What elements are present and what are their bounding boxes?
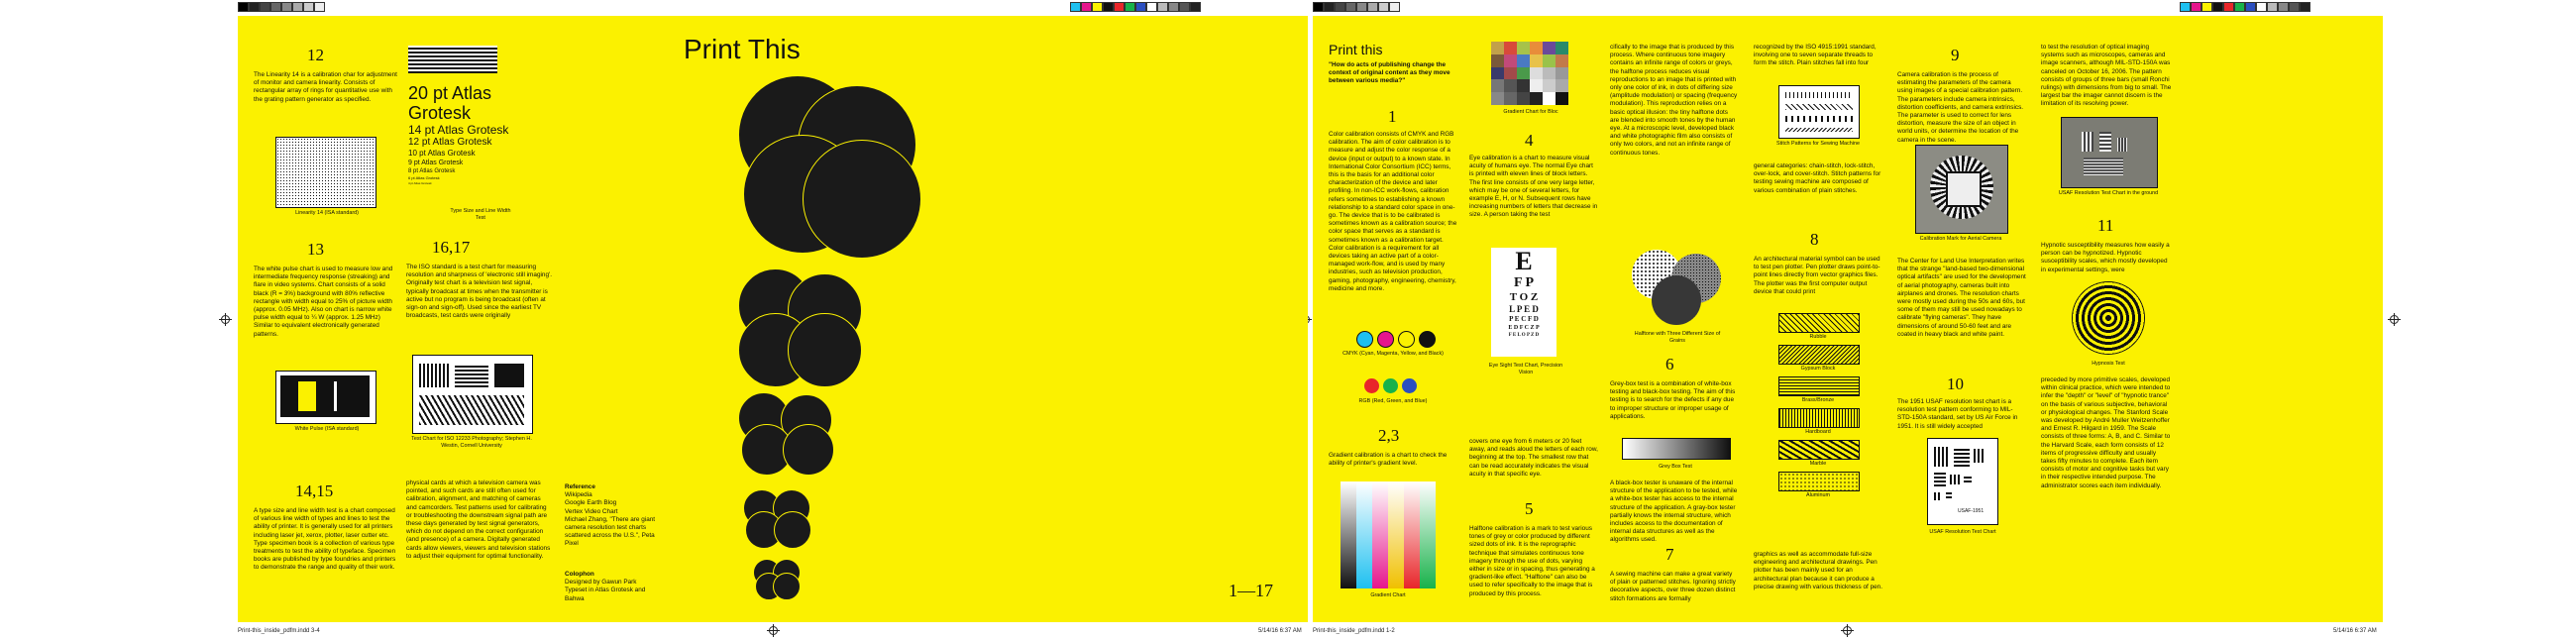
intro-question: "How do acts of publishing change the context of original content as they move between various media?" — [1329, 61, 1450, 85]
section-number: 16,17 — [432, 238, 471, 257]
section-number: 14,15 — [295, 481, 334, 500]
footer-file: Print-this_inside_pdfm.indd 1-2 — [1313, 628, 1395, 634]
grey-box-strip — [1622, 438, 1731, 460]
halftone-circle — [774, 511, 811, 549]
halftone-figure — [1632, 250, 1723, 323]
section-number: 1 — [1388, 107, 1397, 126]
material-label: Brass/Bronze — [1801, 397, 1835, 403]
figure-caption: Gradient Chart — [1370, 592, 1406, 598]
type-specimen: 20 pt Atlas Grotesk 14 pt Atlas Grotesk 12 pt Atlas Grotesk 10 pt Atlas Grotesk 9 pt Atlas Grotesk 8 pt Atlas Grotesk 6 pt Atlas Grotesk 4 pt Atlas Grotesk — [408, 83, 509, 185]
white-pulse-chart — [275, 371, 376, 424]
colophon-block: Colophon Designed by Gawun Park Typeset in Atlas Grotesk and Bahwa — [565, 571, 646, 602]
figure-caption: RGB (Red, Green, and Blue) — [1358, 398, 1428, 404]
material-symbol — [1778, 440, 1860, 460]
usaf-ground-photo — [2061, 117, 2158, 188]
page-title: Print this — [1329, 42, 1383, 57]
section-number: 9 — [1951, 46, 1960, 64]
section-text: The ISO standard is a test chart for measuring resolution and sharpness of 'electronic still imaging'. Originally test chart is a television test signal, typically broadcast at times when the transmitter is active but no program is being broadcast (often at sign-on and sign-off). Used since the earliest TV broadcasts, test cards were originally — [406, 264, 553, 320]
left-spread — [238, 16, 1308, 622]
halftone-circle — [783, 424, 834, 476]
figure-caption: Calibration Mark for Aerial Camera — [1919, 236, 2002, 242]
figure-caption: CMYK (Cyan, Magenta, Yellow, and Black) — [1342, 351, 1444, 357]
section-number: 5 — [1525, 499, 1534, 518]
section-text: Gradient calibration is a chart to check the ability of printer's gradient level. — [1329, 452, 1448, 468]
body-text: general categories: chain-stitch, lock-stitch, over-lock, and cover-stitch. Stitch patterns for testing sewing machine are composed of various combination of plain stitches. — [1754, 162, 1881, 194]
body-text: cifically to the image that is produced by this process. Where continuous tone imagery contains an infinite range of colors or greys, the halftone process reduces visual reproductions to an image that is printed with only one color of ink, in dots of differing size (amplitude modulation) or spacing (frequency modulation). This reproduction relies on a basic optical illusion: the tiny halftone dots are blended into smooth tones by the human eye. At a microscopic level, developed black and white photographic film also consists of only two colors, and not an infinite range of continuous tones. — [1610, 44, 1738, 157]
linearity-chart — [275, 137, 376, 208]
rgb-swatches — [1364, 378, 1417, 393]
figure-caption: Hypnosis Test — [2092, 361, 2125, 367]
color-bar-right — [2180, 2, 2310, 12]
section-text: Eye calibration is a chart to measure visual acuity of humans eye. The normal Eye chart is printed with eleven lines of block letters. The first line consists of one very large letter, which may be one of several letters, for example E, H, or N. Subsequent rows have increasing numbers of letters that decrease in size. A person taking the test — [1469, 155, 1598, 219]
iso-12233-chart — [412, 355, 533, 434]
registration-mark — [221, 315, 230, 324]
material-label: Rubble — [1809, 334, 1827, 340]
section-number: 13 — [307, 240, 324, 259]
figure-caption: Gradient Chart for Bloc — [1503, 109, 1558, 115]
material-symbol — [1778, 376, 1860, 396]
body-text: covers one eye from 6 meters or 20 feet away, and reads aloud the letters of each row, beginning at the top. The smallest row that can be read accurately indicates the visual acuity in that specific eye. — [1469, 438, 1598, 478]
registration-mark — [769, 626, 778, 635]
aerial-calibration-photo — [1915, 145, 2008, 234]
section-number: 12 — [307, 46, 324, 64]
footer-date: 5/14/16 6:37 AM — [1258, 628, 1302, 634]
figure-caption: Halftone with Three Different Size of Grains — [1634, 331, 1721, 344]
body-text: The Center for Land Use Interpretation writes that the strange "land-based two-dimensional optical artifacts" are used for the development of aerial photography, cameras built into airplanes and drones. The resolution charts were mostly used during the 50s and 60s, but some of them may still be used nowadays to calibrate "flying cameras". They have dimensions of around 50-60 feet and are coated in heavy black and white paint. — [1897, 258, 2026, 338]
section-number: 2,3 — [1378, 426, 1400, 445]
section-text: The 1951 USAF resolution test chart is a resolution test pattern conforming to MIL-STD-150A standard, set by US Air Force in 1951. It is still widely accepted — [1897, 398, 2018, 430]
figure-caption: Test Chart for ISO 12233 Photography; Stephen H. Westin, Cornell University — [411, 436, 532, 449]
section-text: Hypnotic susceptibility measures how easily a person can be hypnotized. Hypnotic susceptibility scales, which mostly developed in experimental settings, were — [2041, 242, 2170, 273]
halftone-circle — [788, 313, 862, 387]
section-text: Grey-box test is a combination of white-box testing and black-box testing. The aim of this testing is to search for the defects if any due to improper structure or improper usage of applications. — [1610, 380, 1736, 420]
body-text: recognized by the ISO 4915:1991 standard, involving one to seven separate threads to form the stitch. Plain stitches fall into four — [1754, 44, 1877, 67]
color-swatch-grid — [1491, 42, 1568, 105]
figure-caption: USAF Resolution Test Chart in the ground — [2058, 190, 2159, 196]
section-number: 10 — [1947, 374, 1964, 393]
section-text: Camera calibration is the process of estimating the parameters of the camera using images of a special calibration pattern. The parameters include camera intrinsics, distortion coefficients, and camera extrinsics. The parameter is used to correct for lens distortion, measure the size of an object in world units, or determine the location of the camera in the scene. — [1897, 71, 2024, 144]
usaf-chart-label: USAF-1951 — [1958, 508, 1985, 514]
gradient-chart — [1341, 481, 1436, 588]
material-label: Hardboard — [1805, 429, 1831, 435]
body-text: to test the resolution of optical imaging systems such as microscopes, cameras and image scanners, although MIL-STD-150A was canceled on October 16, 2006. The pattern consists of groups of three bars (small Ronchi rulings) with dimensions from big to small. The largest bar the imager cannot discern is the limitation of its resolving power. — [2041, 44, 2172, 108]
registration-mark — [1843, 626, 1852, 635]
usaf-chart — [1927, 438, 1998, 525]
hypnosis-spiral — [2072, 281, 2145, 355]
section-number: 4 — [1525, 131, 1534, 150]
body-text: physical cards at which a television camera was pointed, and such cards are still often used for calibration, alignment, and matching of cameras and camcorders. Test patterns used for calibrating or troubleshooting the downstream signal path are these days generated by test signal generators, which do not depend on the correct configuration (and presence) of a camera. Digitally generated cards allow viewers, viewers and television stations to adjust their equipment for optimal functionality. — [406, 480, 551, 560]
halftone-circle — [803, 140, 921, 259]
material-label: Gypsum Block — [1800, 366, 1836, 372]
body-text: preceded by more primitive scales, developed within clinical practice, which were intended to infer the "depth" or "level" of "hypnotic trance" on the basis of various subjective, behavioral or physiological changes. The Stanford Scale was developed by André Muller Weitzenhoffer and Ernest R. Hilgard in 1959. The Scale consists of three forms: A, B, and C. Similar to the Harvard Scale, each form consists of 12 items of progressive difficulty and usually takes fifty minutes to complete. Each item consists of motor and cognitive tasks but vary in their respective intended purpose. The administrator scores each item individually. — [2041, 376, 2171, 489]
footer-date: 5/14/16 6:37 AM — [2333, 628, 2377, 634]
right-spread — [1313, 16, 2383, 622]
section-number: 11 — [2097, 216, 2114, 235]
section-text: Color calibration consists of CMYK and RGB calibration. The aim of color calibration is to measure and adjust the color response of a device (input or output) to a known state. In International Color Consortium (ICC) terms, this is the basis for an additional color characterization of the device and later profiling. In non-ICC work-flows, calibration refers sometimes to establishing a known relationship to a standard color space in one-go. The device that is to be calibrated is sometimes known as a calibration source; the color space that serves as a standard is sometimes known as a calibration target. Color calibration is a requirement for all devices taking an active part of a color-managed work-flow, and is used by many industries, such as television production, gaming, photography, engineering, chemistry, medicine and more. — [1329, 131, 1457, 292]
eye-chart: E F P T O Z L P E D P E C F D E D F C Z P F E L O P Z D — [1491, 248, 1556, 357]
section-number: 7 — [1665, 545, 1674, 564]
stitch-pattern-chart — [1778, 85, 1860, 139]
figure-caption: Type Size and Line Width Test — [450, 208, 511, 221]
line-width-test — [408, 46, 497, 73]
registration-bar-left — [238, 2, 325, 12]
reference-block: Reference Wikipedia Google Earth Blog Vertex Video Chart Michael Zhang, "There are giant camera resolution test charts scattered across the U.S.", Peta Pixel — [565, 483, 656, 548]
page-title: Print This — [684, 34, 801, 64]
material-symbol — [1778, 313, 1860, 333]
material-symbol — [1778, 408, 1860, 428]
section-text: An architectural material symbol can be used to test pen plotter. Pen plotter draws point-to-point lines directly from vector graphics files. The plotter was the first computer output device that could print — [1754, 256, 1880, 295]
registration-bar-right — [1313, 2, 1400, 12]
registration-mark — [2390, 315, 2399, 324]
figure-caption: White Pulse (ISA standard) — [294, 426, 360, 432]
footer-file: Print-this_inside_pdfm.indd 3-4 — [238, 628, 320, 634]
section-text: The Linearity 14 is a calibration char for adjustment of monitor and camera linearity. Consists of rectangular array of rings for quantitative use with the grating pattern generator as specified. — [254, 71, 397, 103]
body-text: A black-box tester is unaware of the internal structure of the application to be tested, while a white-box tester has access to the internal structure of the application. A gray-box tester partially knows the internal structure, which includes access to the documentation of internal data structures as well as the algorithms used. — [1610, 480, 1738, 544]
material-symbol — [1778, 345, 1860, 365]
section-number: 8 — [1810, 230, 1819, 249]
section-text: A type size and line width test is a chart composed of various line width of types and lines to test the ability of printer. It is generally used for all printers including laser jet, xerox, plotter, laser cutter etc. Type specimen book is a collection of various type treatments to test the ability of typeface. Specimen books are published by type foundries and printers to demonstrate the range and quality of their work. — [254, 507, 396, 572]
folio: 1—17 — [1229, 581, 1273, 600]
section-text: A sewing machine can make a great variety of plain or patterned stitches. Ignoring strictly decorative aspects, over three dozen distinct stitch formations are formally — [1610, 571, 1736, 602]
cmyk-swatches — [1356, 331, 1436, 348]
body-text: graphics as well as accommodate full-size engineering and architectural drawings. Pen plotter has been mainly used for an architectural plan because it can produce a precise drawing with various thickness of pen. — [1754, 551, 1883, 590]
section-text: Halftone calibration is a mark to test various tones of grey or color produced by different sized dots of ink. It is the reprographic technique that simulates continuous tone imagery through the use of dots, varying either in size or in spacing, thus generating a gradient-like effect. "Halftone" can also be used to refer specifically to the image that is produced by this process. — [1469, 525, 1595, 597]
material-symbol — [1778, 472, 1860, 491]
figure-caption: Eye Sight Test Chart, Precision Vision — [1488, 363, 1563, 375]
material-label: Marble — [1809, 461, 1827, 467]
section-text: The white pulse chart is used to measure low and intermediate frequency response (streaking) and flare in video systems. Chart consists of a solid black (R = 3%) background with 80% reflective rectangle with width equal to 25% of picture width (approx. 0.05 MHz). Also on chart is narrow white pulse width equal to ¼ W (approx. 1.25 MHz) Similar to equivalent electronically generated patterns. — [254, 266, 393, 338]
figure-caption: Linearity 14 (ISA standard) — [295, 210, 359, 216]
material-label: Aluminum — [1806, 492, 1830, 498]
halftone-circle — [773, 573, 801, 600]
color-bar-left — [1070, 2, 1201, 12]
figure-caption: Grey Box Test — [1659, 464, 1692, 470]
figure-caption: USAF Resolution Test Chart — [1929, 529, 1996, 535]
figure-caption: Stitch Patterns for Sewing Machine — [1776, 141, 1860, 147]
section-number: 6 — [1665, 355, 1674, 374]
